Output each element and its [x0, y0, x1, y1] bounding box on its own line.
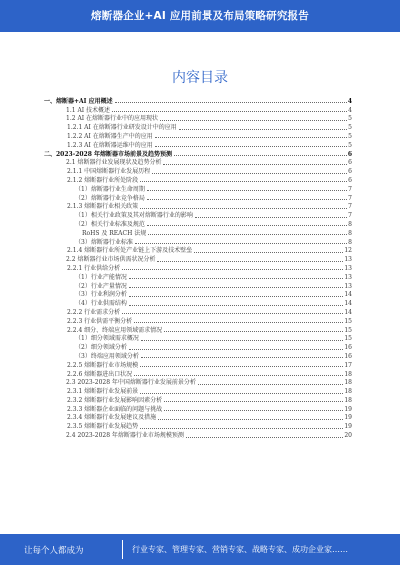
- toc-entry[interactable]: [30, 166, 352, 175]
- toc-entry[interactable]: [30, 272, 352, 281]
- toc-entry[interactable]: [30, 237, 352, 246]
- toc-entry[interactable]: [30, 96, 352, 105]
- toc-leader-dots: [140, 181, 347, 182]
- toc-entry[interactable]: [30, 114, 352, 123]
- toc-entry[interactable]: [30, 290, 352, 299]
- toc-entry-label: 2.2.6 熔断器进出口状况: [67, 370, 133, 378]
- toc-entry-page: 15: [344, 317, 352, 325]
- toc-entry[interactable]: [30, 351, 352, 360]
- toc-leader-dots: [140, 428, 343, 429]
- toc-entry[interactable]: [30, 158, 352, 167]
- toc-leader-dots: [134, 375, 343, 376]
- toc-entry-label: 2.1.2 熔断器行业所处阶段: [67, 176, 139, 184]
- toc-entry-page: 14: [344, 300, 352, 308]
- toc-entry[interactable]: [30, 386, 352, 395]
- toc-leader-dots: [129, 287, 344, 288]
- toc-entry-page: 19: [344, 414, 352, 422]
- toc-leader-dots: [163, 164, 347, 165]
- toc-entry-label: （3）熔断器行业标准: [75, 238, 133, 246]
- toc-leader-dots: [164, 331, 343, 332]
- toc-entry-label: 2.2.4 细分、终端应用领域需求情况: [67, 326, 163, 334]
- toc-entry[interactable]: [30, 404, 352, 413]
- toc-entry-label: 2.2.2 行业需求分析: [67, 308, 121, 316]
- toc-entry[interactable]: [30, 430, 352, 439]
- toc-entry[interactable]: [30, 325, 352, 334]
- toc-entry[interactable]: [30, 369, 352, 378]
- toc-entry-label: （3）终端应用领域分析: [75, 352, 139, 360]
- footer-divider: [122, 540, 123, 559]
- toc-entry-page: 5: [348, 141, 352, 149]
- toc-entry-page: 14: [344, 308, 352, 316]
- toc-entry-label: 2.2.1 行业供给分析: [67, 264, 121, 272]
- toc-leader-dots: [140, 366, 343, 367]
- toc-leader-dots: [148, 234, 347, 235]
- toc-entry-page: 4: [347, 97, 352, 105]
- toc-entry-page: 8: [348, 220, 352, 228]
- toc-entry-page: 20: [344, 432, 352, 440]
- toc-entry[interactable]: [30, 254, 352, 263]
- toc-entry-label: 1.2 AI 在熔断器行业中的应用现状: [66, 115, 159, 123]
- toc-leader-dots: [198, 384, 343, 385]
- toc-entry[interactable]: [30, 421, 352, 430]
- toc-leader-dots: [135, 243, 347, 244]
- toc-leader-dots: [147, 225, 347, 226]
- toc-entry-label: （1）熔断器行业生命周期: [75, 185, 145, 193]
- toc-leader-dots: [140, 208, 347, 209]
- toc-entry[interactable]: [30, 334, 352, 343]
- toc-entry-label: （2）相关行业标准及规范: [75, 220, 145, 228]
- toc-entry-page: 5: [348, 132, 352, 140]
- toc-entry-label: 2.3 2023-2028 年中国熔断器行业发展前景分析: [66, 379, 196, 387]
- toc-entry[interactable]: [30, 246, 352, 255]
- toc-entry-page: 18: [344, 379, 352, 387]
- toc-leader-dots: [129, 349, 344, 350]
- toc-leader-dots: [152, 173, 347, 174]
- toc-leader-dots: [179, 129, 347, 130]
- toc-entry[interactable]: [30, 149, 352, 158]
- toc-entry-page: 18: [344, 370, 352, 378]
- toc-entry[interactable]: [30, 281, 352, 290]
- toc-entry-label: 2.2.3 行业供需平衡分析: [67, 317, 133, 325]
- toc-entry-page: 6: [348, 168, 352, 176]
- toc-entry[interactable]: [30, 202, 352, 211]
- toc-entry-page: 15: [344, 326, 352, 334]
- toc-leader-dots: [186, 437, 343, 438]
- toc-entry[interactable]: [30, 193, 352, 202]
- toc-entry-page: 13: [344, 256, 352, 264]
- toc-entry-label: （1）相关行业政策及其对熔断器行业的影响: [75, 212, 193, 220]
- table-of-contents: [30, 96, 352, 439]
- toc-entry-page: 13: [344, 264, 352, 272]
- toc-entry[interactable]: [30, 105, 352, 114]
- toc-entry[interactable]: [30, 413, 352, 422]
- toc-entry-page: 6: [348, 176, 352, 184]
- toc-leader-dots: [164, 401, 343, 402]
- toc-entry-page: 16: [344, 344, 352, 352]
- toc-entry-page: 13: [344, 273, 352, 281]
- toc-entry-label: 2.3.1 熔断器行业发展前景: [67, 388, 139, 396]
- toc-entry-page: 17: [344, 361, 352, 369]
- toc-entry-label: （1）细分领域需求概况: [75, 335, 139, 343]
- toc-entry-label: 2.4 2023-2028 年熔断器行业市场规模预测: [66, 432, 184, 440]
- toc-entry-label: 2.1 熔断器行业发展现状及趋势分析: [66, 159, 162, 167]
- toc-entry-label: 2.2 熔断器行业市场供需状况分析: [66, 256, 156, 264]
- toc-entry-page: 6: [347, 150, 352, 158]
- toc-entry[interactable]: [30, 263, 352, 272]
- toc-leader-dots: [122, 269, 343, 270]
- toc-entry[interactable]: [30, 378, 352, 387]
- toc-entry[interactable]: [30, 122, 352, 131]
- toc-entry[interactable]: [30, 316, 352, 325]
- toc-leader-dots: [164, 410, 343, 411]
- report-title: 熔断器企业+AI 应用前景及布局策略研究报告: [91, 10, 309, 22]
- toc-leader-dots: [141, 340, 344, 341]
- toc-entry[interactable]: [30, 395, 352, 404]
- toc-entry-page: 7: [348, 194, 352, 202]
- toc-leader-dots: [140, 393, 343, 394]
- toc-entry[interactable]: [30, 342, 352, 351]
- toc-entry-label: 1.2.3 AI 在熔断器运维中的应用: [67, 141, 153, 149]
- toc-entry[interactable]: [30, 210, 352, 219]
- footer-slogan: 让每个人都成为: [24, 546, 84, 556]
- toc-entry[interactable]: [30, 140, 352, 149]
- toc-entry-page: 4: [348, 106, 352, 114]
- toc-entry-page: 19: [344, 405, 352, 413]
- toc-entry-page: 19: [344, 423, 352, 431]
- toc-entry-page: 15: [344, 335, 352, 343]
- toc-entry-page: 6: [348, 159, 352, 167]
- toc-entry-page: 8: [348, 238, 352, 246]
- toc-leader-dots: [141, 357, 344, 358]
- toc-entry-page: 18: [344, 396, 352, 404]
- toc-leader-dots: [194, 252, 343, 253]
- footer-tagline: 行业专家、管理专家、营销专家、战略专家、成功企业家……: [132, 545, 348, 554]
- toc-entry[interactable]: [30, 175, 352, 184]
- toc-entry[interactable]: [30, 228, 352, 237]
- toc-leader-dots: [134, 322, 343, 323]
- toc-entry-label: 1.2.1 AI 在熔断器行业研发设计中的应用: [67, 124, 177, 132]
- toc-entry-label: （2）行业产量情况: [75, 282, 127, 290]
- toc-leader-dots: [129, 305, 344, 306]
- toc-leader-dots: [122, 313, 343, 314]
- toc-entry-page: 18: [344, 388, 352, 396]
- toc-heading: 内容目录: [172, 70, 228, 86]
- toc-leader-dots: [129, 278, 344, 279]
- toc-entry-page: 5: [348, 124, 352, 132]
- toc-leader-dots: [147, 190, 347, 191]
- toc-entry-label: 2.3.5 熔断器行业发展趋势: [67, 423, 139, 431]
- toc-entry-page: 14: [344, 291, 352, 299]
- toc-leader-dots: [129, 296, 344, 297]
- toc-leader-dots: [112, 111, 347, 112]
- toc-entry[interactable]: [30, 307, 352, 316]
- toc-entry[interactable]: [30, 219, 352, 228]
- footer-bar: [0, 534, 400, 565]
- toc-leader-dots: [155, 137, 347, 138]
- toc-entry-page: 16: [344, 352, 352, 360]
- toc-entry-label: RoHS 及 REACH 法规: [82, 229, 147, 237]
- toc-entry-page: 13: [344, 282, 352, 290]
- toc-entry[interactable]: [30, 131, 352, 140]
- toc-entry-page: 8: [348, 229, 352, 237]
- toc-entry-label: 2.2.5 熔断器行业市场规模: [67, 361, 139, 369]
- toc-entry-label: （4）行业供需结构: [75, 300, 127, 308]
- toc-entry-label: 2.1.3 熔断器行业相关政策: [67, 203, 139, 211]
- toc-entry-label: 1.1 AI 技术概述: [66, 106, 111, 114]
- toc-leader-dots: [157, 261, 343, 262]
- toc-entry-page: 7: [348, 212, 352, 220]
- toc-entry-label: 2.3.2 熔断器行业发展影响因素分析: [67, 396, 163, 404]
- toc-leader-dots: [115, 102, 347, 103]
- toc-leader-dots: [155, 146, 347, 147]
- toc-entry-page: 12: [344, 247, 352, 255]
- toc-entry-label: 2.3.4 熔断器行业发展建议及措施: [67, 414, 157, 422]
- toc-entry[interactable]: [30, 360, 352, 369]
- toc-entry-page: 5: [348, 115, 352, 123]
- toc-leader-dots: [160, 120, 347, 121]
- toc-entry-label: 一、熔断器+AI 应用概述: [44, 97, 113, 105]
- toc-entry-label: 二、2023-2028 年熔断器市场前景及趋势预测: [44, 150, 172, 158]
- header-bar: [0, 0, 400, 32]
- toc-entry-label: 2.1.1 中国熔断器行业发展历程: [67, 168, 151, 176]
- toc-entry-page: 7: [348, 185, 352, 193]
- toc-entry-label: 1.2.2 AI 在熔断器生产中的应用: [67, 132, 153, 140]
- toc-entry-label: （3）行业利润分析: [75, 291, 127, 299]
- toc-entry-label: （1）行业产能情况: [75, 273, 127, 281]
- toc-entry-label: 2.1.4 熔断器行业所处产业链上下游及技术壁垒: [67, 247, 193, 255]
- toc-entry-label: （2）熔断器行业竞争格局: [75, 194, 145, 202]
- toc-entry[interactable]: [30, 184, 352, 193]
- toc-leader-dots: [158, 419, 343, 420]
- toc-entry-label: （2）细分领域分析: [75, 344, 127, 352]
- toc-leader-dots: [147, 199, 347, 200]
- toc-entry-page: 7: [348, 203, 352, 211]
- toc-leader-dots: [195, 217, 347, 218]
- toc-leader-dots: [174, 155, 347, 156]
- toc-entry[interactable]: [30, 298, 352, 307]
- toc-entry-label: 2.3.3 熔断器企业面临的问题与挑战: [67, 405, 163, 413]
